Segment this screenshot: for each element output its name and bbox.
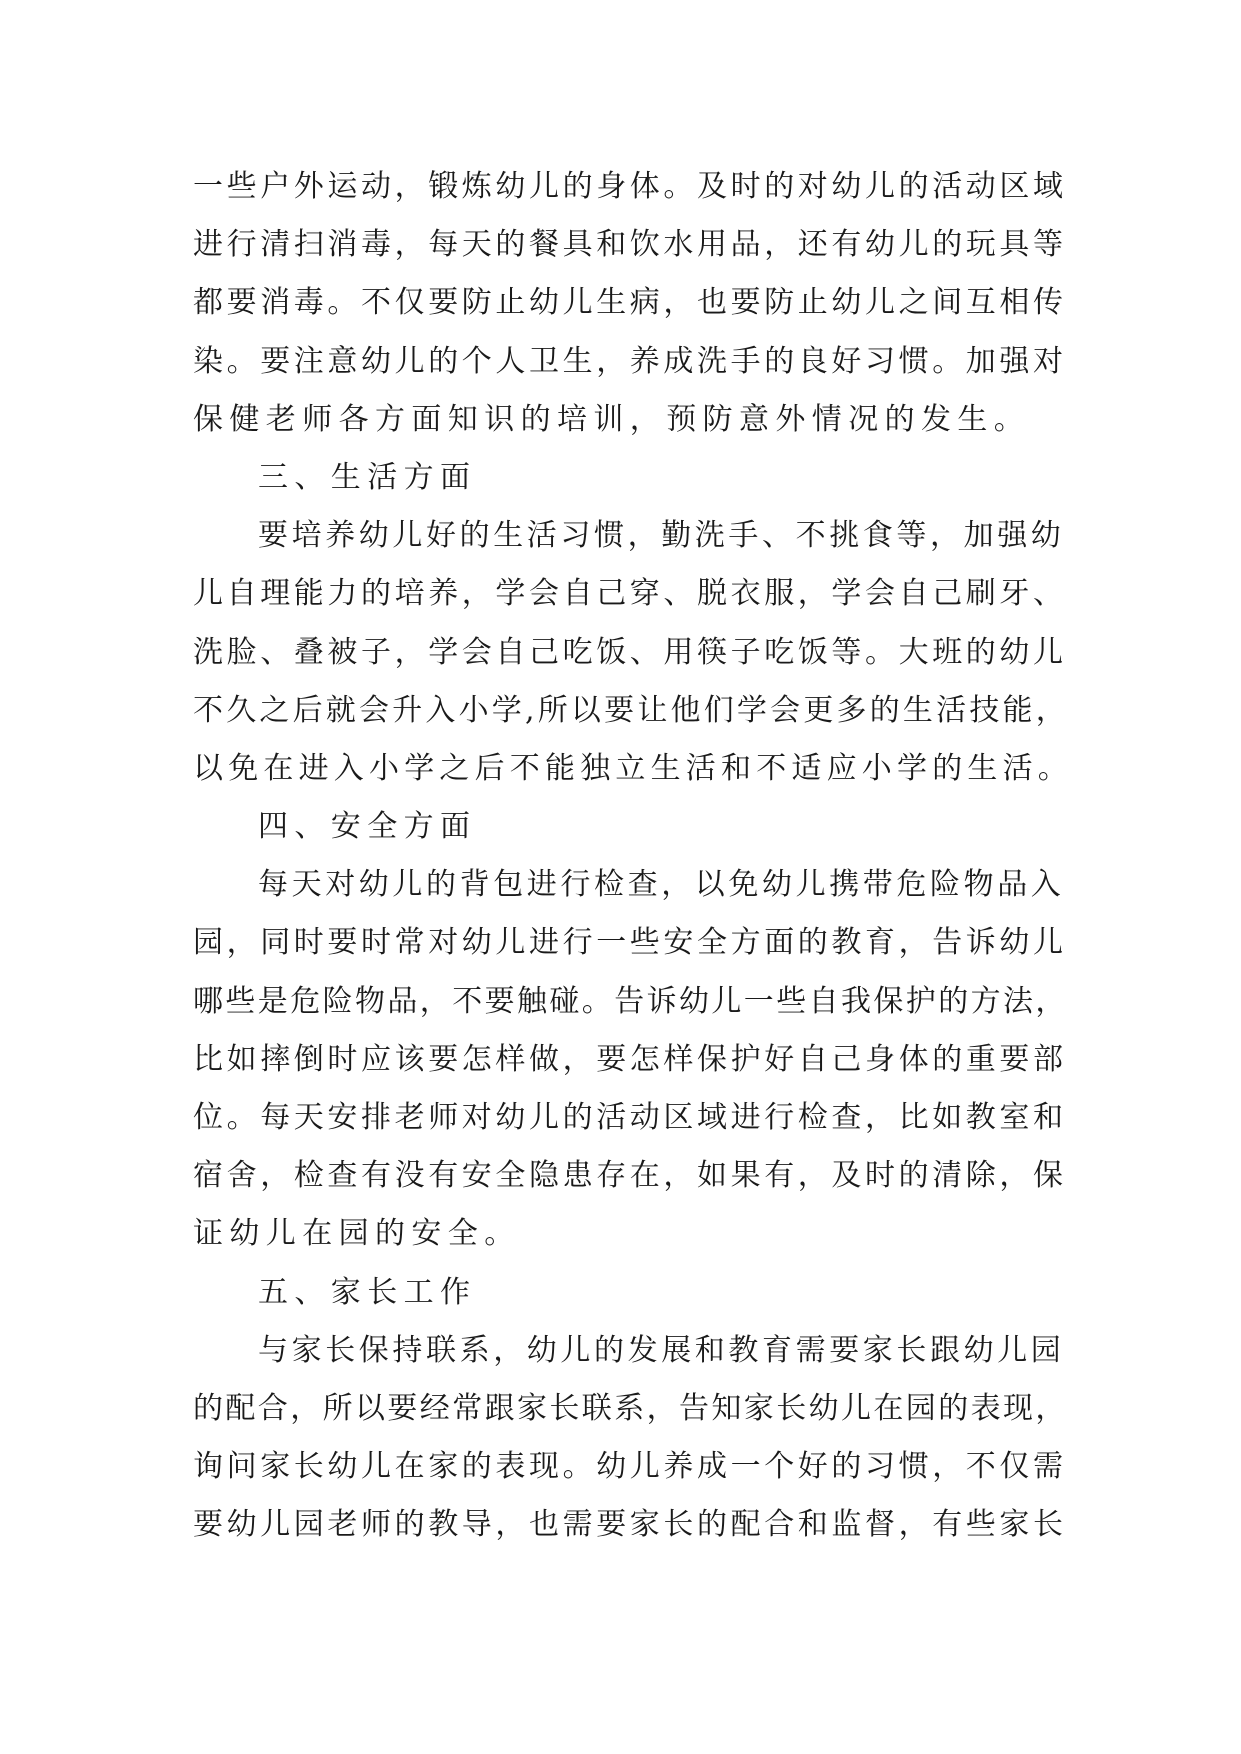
section-heading: 三、生活方面	[258, 459, 477, 495]
text-line: 与家长保持联系，幼儿的发展和教育需要家长跟幼儿园	[258, 1332, 1065, 1368]
text-line: 的配合，所以要经常跟家长联系，告知家长幼儿在园的表现，	[193, 1390, 1068, 1426]
text-line: 都要消毒。不仅要防止幼儿生病，也要防止幼儿之间互相传	[193, 285, 1067, 321]
text-line: 不久之后就会升入小学,所以要让他们学会更多的生活技能，	[193, 692, 1069, 728]
text-line: 进行清扫消毒，每天的餐具和饮水用品，还有幼儿的玩具等	[193, 227, 1067, 263]
document-body	[193, 158, 1073, 1555]
section-heading: 四、安全方面	[258, 809, 477, 845]
text-line: 证幼儿在园的安全。	[193, 1216, 521, 1252]
text-line: 询问家长幼儿在家的表现。幼儿养成一个好的习惯，不仅需	[193, 1449, 1067, 1485]
text-line: 染。要注意幼儿的个人卫生，养成洗手的良好习惯。加强对	[193, 343, 1067, 379]
text-line: 一些户外运动，锻炼幼儿的身体。及时的对幼儿的活动区域	[193, 169, 1067, 204]
text-line: 位。每天安排老师对幼儿的活动区域进行检查，比如教室和	[193, 1100, 1067, 1135]
text-line: 保健老师各方面知识的培训，预防意外情况的发生。	[193, 401, 1031, 437]
text-line: 洗脸、叠被子，学会自己吃饭、用筷子吃饭等。大班的幼儿	[193, 634, 1067, 670]
section-heading: 五、家长工作	[258, 1274, 477, 1310]
text-line: 园，同时要时常对幼儿进行一些安全方面的教育，告诉幼儿	[193, 925, 1067, 961]
text-line: 哪些是危险物品，不要触碰。告诉幼儿一些自我保护的方法，	[193, 983, 1068, 1019]
text-line: 儿自理能力的培养，学会自己穿、脱衣服，学会自己刷牙、	[193, 576, 1067, 612]
text-line: 要培养幼儿好的生活习惯，勤洗手、不挑食等，加强幼	[258, 518, 1065, 554]
text-line: 每天对幼儿的背包进行检查，以免幼儿携带危险物品入	[258, 867, 1065, 903]
text-line: 比如摔倒时应该要怎样做，要怎样保护好自己身体的重要部	[193, 1041, 1067, 1077]
text-line: 以免在进入小学之后不能独立生活和不适应小学的生活。	[193, 750, 1073, 786]
text-line: 要幼儿园老师的教导，也需要家长的配合和监督，有些家长	[193, 1507, 1067, 1543]
text-line: 宿舍，检查有没有安全隐患存在，如果有，及时的清除，保	[193, 1158, 1067, 1194]
